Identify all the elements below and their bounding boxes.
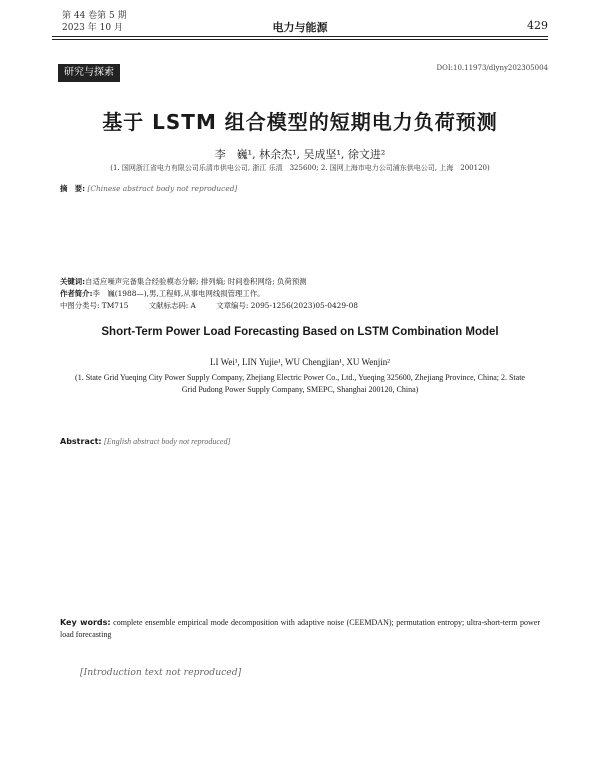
article-id: 文章编号: 2095-1256(2023)05-0429-08 <box>216 301 358 310</box>
english-authors: LI Wei¹, LIN Yujie¹, WU Chengjian¹, XU Wenjin² <box>210 357 390 367</box>
keywords-cn-label: 关键词: <box>60 277 86 286</box>
author-list: 李 巍¹, 林余杰¹, 吴成坚¹, 徐文进² <box>214 148 386 161</box>
header-rule-thick <box>52 36 548 37</box>
affiliation: (1. 国网浙江省电力有限公司乐清市供电公司, 浙江 乐清 325600; 2. 国网上海市电力公司浦东供电公司, 上海 200120) <box>110 164 490 172</box>
volume-issue: 第 44 卷第 5 期 <box>62 11 127 21</box>
abstract-cn <box>60 183 540 273</box>
abstract-en <box>60 436 540 614</box>
section-tag: 研究与探索 <box>58 64 120 82</box>
article-meta <box>60 300 540 312</box>
document-code: 文献标志码: A <box>148 301 196 310</box>
keywords-en-label: Key words: <box>60 618 111 627</box>
english-affiliation: (1. State Grid Yueqing City Power Supply Company, Zhejiang Electric Power Co., Ltd., Yueqing 325600, Zhejiang Province, China; 2. State Grid Pudong Power Supply Company, SMEPC, Shanghai 200120, China) <box>75 373 525 394</box>
keywords-cn-text: 自适应噪声完备集合经验模态分解; 排列熵; 时间卷积网络; 负荷预测 <box>85 277 307 286</box>
abstract-cn-note: [Chinese abstract body not reproduced] <box>87 184 238 193</box>
clc-number: 中图分类号: TM715 <box>60 301 129 310</box>
page-number: 429 <box>527 19 548 32</box>
author-bio-label: 作者简介: <box>60 289 93 298</box>
paper-title: 基于 LSTM 组合模型的短期电力负荷预测 <box>102 110 498 134</box>
keywords-cn <box>60 276 540 288</box>
keywords-en-text: complete ensemble empirical mode decomposition with adaptive noise (CEEMDAN); permutation entropy; ultra-short-term power load forecasting <box>60 618 540 640</box>
body-note: [Introduction text not reproduced] <box>80 667 242 678</box>
header-rule-thin <box>52 39 548 40</box>
body-column-left <box>62 664 292 754</box>
abstract-cn-label: 摘 要: <box>60 184 86 193</box>
journal-name: 电力与能源 <box>272 21 328 34</box>
author-bio <box>60 288 540 300</box>
issue-date: 2023 年 10 月 <box>62 23 123 33</box>
keywords-en <box>60 617 540 641</box>
abstract-en-label: Abstract: <box>60 437 102 446</box>
doi[interactable]: DOI:10.11973/dlyny202305004 <box>436 64 548 72</box>
english-title: Short-Term Power Load Forecasting Based on LSTM Combination Model <box>101 326 499 338</box>
author-bio-text: 李 巍(1988—),男,工程师,从事电网线损管理工作。 <box>92 289 265 298</box>
body-column-right <box>312 664 542 754</box>
abstract-en-note: [English abstract body not reproduced] <box>103 437 231 446</box>
